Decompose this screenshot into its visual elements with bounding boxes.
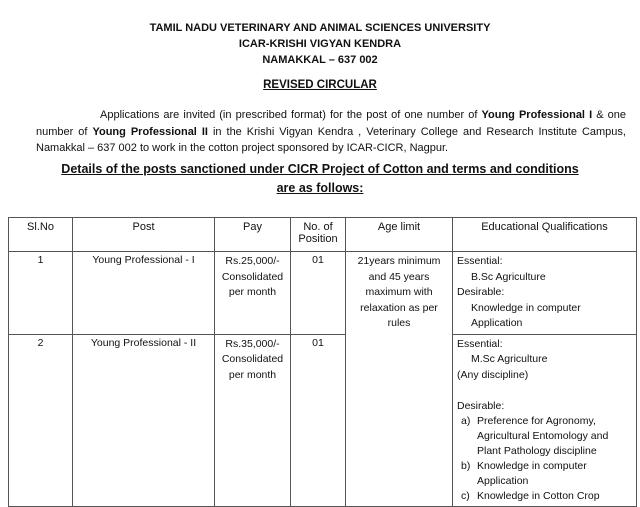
row2-pay: Rs.35,000/- Consolidated per month — [215, 334, 291, 507]
row2-essential-label: Essential: — [457, 337, 503, 350]
row1-post: Young Professional - I — [73, 252, 215, 335]
location-line: NAMAKKAL – 637 002 — [262, 54, 378, 66]
age-limit: 21years minimum and 45 years maximum with relaxation as per rules — [346, 252, 453, 507]
intro-paragraph: Applications are invited (in prescribed format) for the post of one number of Young Professional I & one number of Young Professional II in the Krishi Vigyan Kendra , Veterinary College and Research Institute Campus, Namakkal – 637 002 to work in the cotton project sponsored by ICAR-CICR, Nagpur. — [36, 109, 627, 154]
list-item: a) Preference for Agronomy, Agricultural Entomology and Plant Pathology discipline — [461, 415, 609, 457]
table-header-row — [9, 218, 637, 252]
kvk-name: ICAR-KRISHI VIGYAN KENDRA — [238, 38, 402, 50]
header-age-limit: Age limit — [346, 218, 453, 252]
post1-name: Young Professional I — [481, 109, 593, 121]
row1-slno: 1 — [9, 252, 73, 335]
header-pay: Pay — [215, 218, 291, 252]
row2-post: Young Professional - II — [73, 334, 215, 507]
row2-slno: 2 — [9, 334, 73, 507]
row2-positions: 01 — [291, 334, 346, 507]
table-row — [9, 334, 637, 507]
posts-table — [8, 217, 637, 507]
row1-desirable: Knowledge in computer Application — [471, 301, 581, 329]
circular-title: REVISED CIRCULAR — [263, 79, 377, 91]
row2-essential-note: (Any discipline) — [457, 368, 529, 381]
row1-desirable-label: Desirable: — [457, 286, 505, 298]
header-education: Educational Qualifications — [453, 218, 637, 252]
row1-essential-label: Essential: — [457, 255, 503, 267]
details-heading-line1: Details of the posts sanctioned under CICR Project of Cotton and terms and conditions — [61, 162, 579, 176]
header-post: Post — [73, 218, 215, 252]
header-positions: No. of Position — [291, 218, 346, 252]
row1-qualifications — [453, 252, 637, 335]
row2-desirable-list — [457, 414, 632, 504]
row2-qualifications — [453, 334, 637, 507]
details-heading-line2: are as follows: — [276, 181, 364, 195]
post2-name: Young Professional II — [92, 125, 208, 138]
header-slno: Sl.No — [9, 218, 73, 252]
table-row — [9, 252, 637, 335]
list-item: c) Knowledge in Cotton Crop — [461, 490, 600, 502]
row1-pay: Rs.25,000/- Consolidated per month — [215, 252, 291, 335]
row1-essential: B.Sc Agriculture — [471, 270, 546, 283]
row1-positions: 01 — [291, 252, 346, 335]
row2-desirable-label: Desirable: — [457, 399, 505, 412]
list-item: b) Knowledge in computer Application — [461, 460, 587, 487]
row2-essential: M.Sc Agriculture — [471, 353, 548, 365]
university-name: TAMIL NADU VETERINARY AND ANIMAL SCIENCES UNIVERSITY — [149, 22, 491, 34]
